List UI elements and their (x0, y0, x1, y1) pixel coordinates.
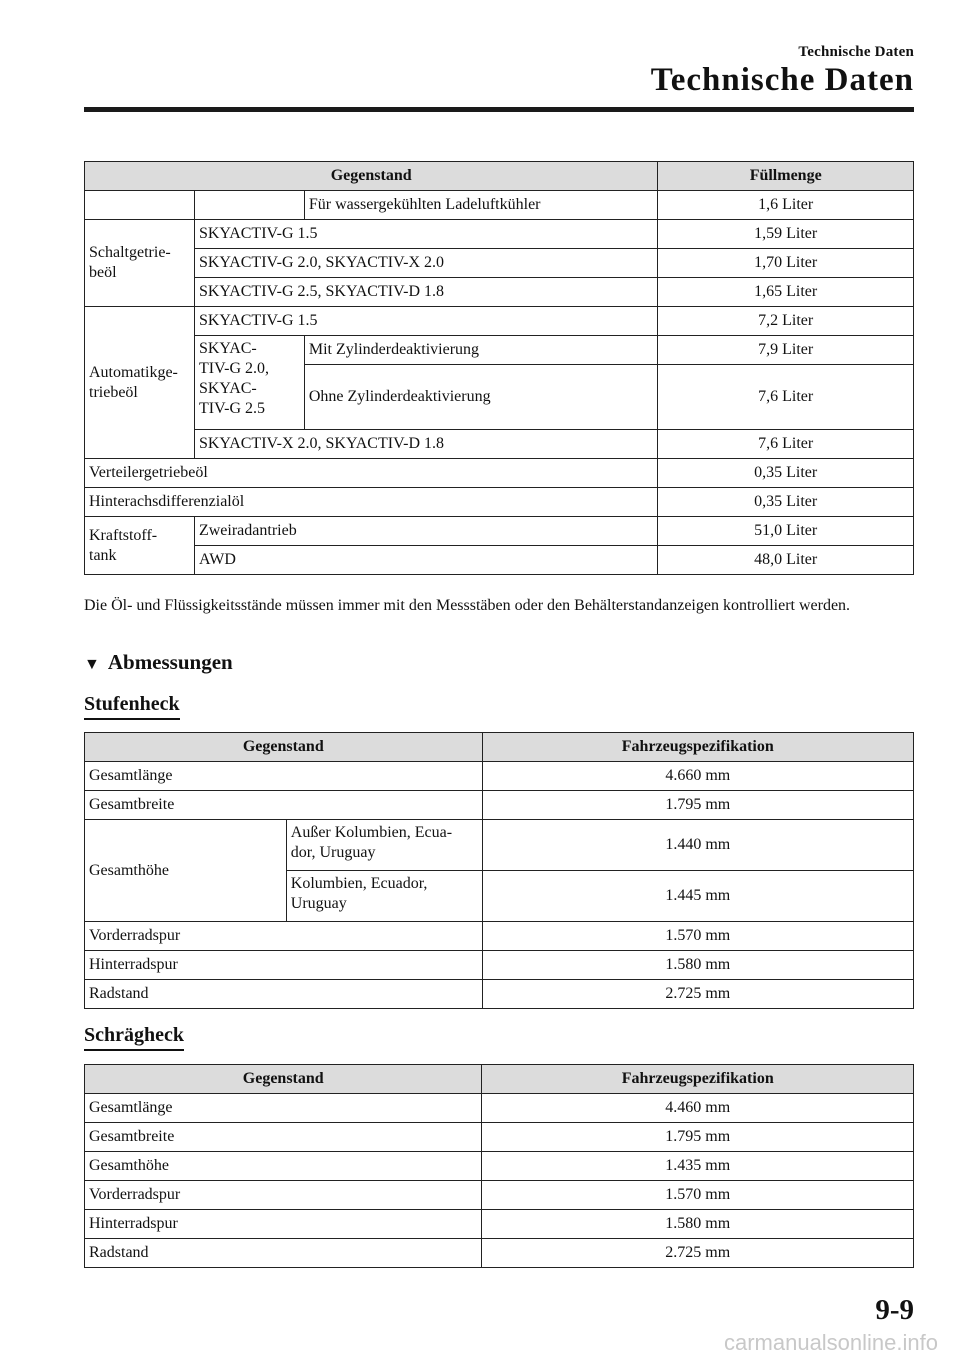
table-row (85, 517, 914, 546)
row-value: 1.570 mm (482, 922, 913, 951)
table-row (85, 1152, 914, 1181)
header-item: Gegenstand (85, 733, 483, 762)
row-label: Kolumbien, Ecuador, Uruguay (286, 871, 482, 922)
header-amount: Füllmenge (658, 162, 914, 191)
table-row (85, 1094, 914, 1123)
row-value: 1.435 mm (482, 1152, 914, 1181)
row-value: 1.580 mm (482, 951, 913, 980)
row-value: 51,0 Liter (658, 517, 914, 546)
table-row (85, 820, 914, 871)
table-row (85, 922, 914, 951)
row-label: SKYACTIV-G 1.5 (194, 307, 657, 336)
row-label: SKYACTIV-G 2.5, SKYACTIV-D 1.8 (194, 278, 657, 307)
table-row (85, 762, 914, 791)
row-label: Zweiradantrieb (194, 517, 657, 546)
table-row (85, 249, 914, 278)
group-label: Gesamthöhe (85, 820, 287, 922)
row-label: Vorderradspur (85, 1181, 482, 1210)
row-value: 1.795 mm (482, 791, 913, 820)
row-label: SKYACTIV-G 2.0, SKYACTIV-X 2.0 (194, 249, 657, 278)
group-label: Automatikge- triebeöl (85, 307, 195, 459)
table-row (85, 546, 914, 575)
row-value: 0,35 Liter (658, 459, 914, 488)
row-value: 7,2 Liter (658, 307, 914, 336)
row-label: Außer Kolumbien, Ecua- dor, Uruguay (286, 820, 482, 871)
row-label: Gesamtbreite (85, 1123, 482, 1152)
row-label: Für wassergekühlten Ladeluftkühler (304, 191, 658, 220)
row-label: Hinterachsdifferenzialöl (85, 488, 658, 517)
sub-group-label: SKYAC- TIV-G 2.0, SKYAC- TIV-G 2.5 (194, 336, 304, 430)
running-header-title: Technische Daten (650, 62, 914, 98)
row-label: Ohne Zylinderdeaktivierung (304, 365, 658, 430)
row-value: 1.440 mm (482, 820, 913, 871)
row-value: 1.795 mm (482, 1123, 914, 1152)
group-label: Kraftstoff- tank (85, 517, 195, 575)
table-row (85, 980, 914, 1009)
row-value: 2.725 mm (482, 980, 913, 1009)
row-value: 1.445 mm (482, 871, 913, 922)
table-row (85, 336, 914, 365)
table-row (85, 191, 914, 220)
header-item: Gegenstand (85, 1065, 482, 1094)
header-item: Gegenstand (85, 162, 658, 191)
sedan-heading: Stufenheck (84, 693, 180, 720)
section-heading (84, 650, 233, 675)
row-value: 7,6 Liter (658, 430, 914, 459)
empty-cell (194, 191, 304, 220)
table-header-row (85, 1065, 914, 1094)
hatchback-heading: Schrägheck (84, 1024, 184, 1051)
row-label: Hinterradspur (85, 951, 483, 980)
row-value: 2.725 mm (482, 1239, 914, 1268)
table-row (85, 1210, 914, 1239)
row-label: Gesamthöhe (85, 1152, 482, 1181)
row-label: Gesamtbreite (85, 791, 483, 820)
table-row (85, 220, 914, 249)
table-row (85, 488, 914, 517)
empty-cell (85, 191, 195, 220)
row-value: 1,59 Liter (658, 220, 914, 249)
table-row (85, 791, 914, 820)
row-label: AWD (194, 546, 657, 575)
row-label: SKYACTIV-G 1.5 (194, 220, 657, 249)
row-value: 0,35 Liter (658, 488, 914, 517)
row-value: 48,0 Liter (658, 546, 914, 575)
table-header-row (85, 162, 914, 191)
table-row (85, 430, 914, 459)
page-number: 9-9 (875, 1294, 914, 1326)
table-row (85, 1123, 914, 1152)
sedan-dimensions-table (84, 732, 914, 1009)
table-row (85, 307, 914, 336)
row-label: Gesamtlänge (85, 762, 483, 791)
row-label: Verteilergetriebeöl (85, 459, 658, 488)
row-label: Vorderradspur (85, 922, 483, 951)
row-label: Radstand (85, 980, 483, 1009)
row-value: 4.460 mm (482, 1094, 914, 1123)
row-label: Mit Zylinderdeaktivierung (304, 336, 658, 365)
row-label: SKYACTIV-X 2.0, SKYACTIV-D 1.8 (194, 430, 657, 459)
row-label: Gesamtlänge (85, 1094, 482, 1123)
table-row (85, 1181, 914, 1210)
fluid-check-note: Die Öl- und Flüssigkeitsstände müssen immer mit den Messstäben oder den Behälterstandanzeigen kontrolliert werden. (84, 597, 851, 614)
row-value: 1.570 mm (482, 1181, 914, 1210)
header-spec: Fahrzeugspezifikation (482, 733, 913, 762)
row-label: Hinterradspur (85, 1210, 482, 1239)
triangle-down-icon: ▼ (84, 656, 100, 673)
watermark: carmanualsonline.info (723, 1330, 938, 1355)
table-row (85, 278, 914, 307)
table-row (85, 1239, 914, 1268)
row-value: 4.660 mm (482, 762, 913, 791)
section-title: Abmessungen (107, 650, 233, 674)
table-row (85, 951, 914, 980)
header-spec: Fahrzeugspezifikation (482, 1065, 914, 1094)
row-value: 1,65 Liter (658, 278, 914, 307)
row-value: 1.580 mm (482, 1210, 914, 1239)
row-label: Radstand (85, 1239, 482, 1268)
row-value: 7,6 Liter (658, 365, 914, 430)
row-value: 7,9 Liter (658, 336, 914, 365)
hatchback-dimensions-table (84, 1064, 914, 1268)
row-value: 1,6 Liter (658, 191, 914, 220)
group-label: Schaltgetrie- beöl (85, 220, 195, 307)
running-header-small: Technische Daten (798, 44, 914, 60)
row-value: 1,70 Liter (658, 249, 914, 278)
table-row (85, 459, 914, 488)
table-header-row (85, 733, 914, 762)
header-rule (84, 107, 914, 112)
fluid-capacity-table (84, 161, 914, 575)
